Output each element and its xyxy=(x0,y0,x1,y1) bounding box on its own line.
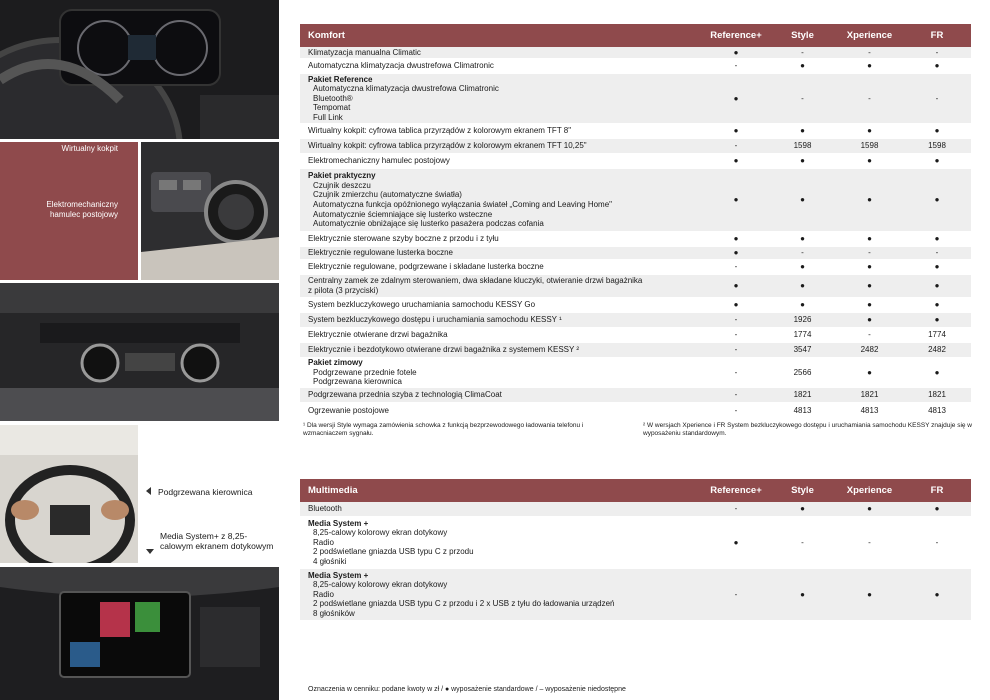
feature-name xyxy=(300,48,703,58)
feature-line: Elektrycznie otwierane drzwi bagażnika xyxy=(308,330,448,340)
feature-line: z pilota (3 przyciski) xyxy=(308,286,379,295)
cell-value: 1598 xyxy=(928,141,946,151)
cell-value: - xyxy=(868,47,871,57)
table-row xyxy=(300,139,971,154)
table-row xyxy=(300,74,971,124)
cell-value: 1821 xyxy=(860,390,879,400)
cell-value: - xyxy=(868,93,871,103)
footnote-2: ² W wersjach Xperience i FR System bezkluczykowego dostępu i uruchamiania samochodu KESSY znajduje się w wyposażeniu standardowym. xyxy=(643,422,973,437)
cell-value: ● xyxy=(733,126,739,136)
cell-value: ● xyxy=(800,126,805,136)
cell-value: - xyxy=(801,47,804,57)
feature-line: Full Link xyxy=(313,112,343,122)
feature-line: Bluetooth® xyxy=(313,93,353,103)
feature-name xyxy=(300,406,703,416)
cell-value: - xyxy=(734,141,738,151)
table-row xyxy=(300,59,971,74)
cell-value: ● xyxy=(867,61,872,71)
feature-line: Podgrzewana przednia szyba z technologią ClimaCoat xyxy=(308,390,502,400)
cell-value: ● xyxy=(934,61,940,71)
caption-virtual-cockpit: Wirtualny kokpit xyxy=(61,144,118,153)
feature-line: Automatyczna klimatyzacja dwustrefowa Climatronic xyxy=(308,61,494,71)
cell-value: - xyxy=(868,537,871,547)
table-row xyxy=(300,154,971,169)
cell-value: - xyxy=(935,47,939,57)
cell-value: ● xyxy=(867,367,872,377)
cell-value: - xyxy=(935,93,939,103)
table-row xyxy=(300,313,971,328)
feature-line: Automatyczna klimatyzacja dwustrefowa Climatronic xyxy=(313,84,499,94)
feature-line: Klimatyzacja manualna Climatic xyxy=(308,47,421,57)
table-row xyxy=(300,502,971,517)
feature-name xyxy=(300,504,703,514)
cell-value: ● xyxy=(800,195,805,205)
feature-name xyxy=(300,262,703,272)
feature-line: Bluetooth xyxy=(308,504,342,514)
cell-value: - xyxy=(801,248,804,258)
feature-line: 8 głośników xyxy=(313,608,355,618)
cell-value: - xyxy=(734,262,738,272)
feature-line: 8,25-calowy kolorowy ekran dotykowy xyxy=(313,580,448,590)
table-row xyxy=(300,358,971,388)
table-row xyxy=(300,343,971,358)
package-name: Media System + xyxy=(308,570,369,580)
caption-heated-wheel: Podgrzewana kierownica xyxy=(158,487,253,497)
feature-line: Tempomat xyxy=(313,103,351,113)
arrow-left-icon xyxy=(146,487,151,495)
feature-line: Elektrycznie sterowane szyby boczne z przodu i z tyłu xyxy=(308,234,499,244)
package-name: Media System + xyxy=(308,518,369,528)
cell-value: ● xyxy=(733,47,739,57)
feature-line: Podgrzewane przednie fotele xyxy=(313,367,417,377)
feature-name xyxy=(300,156,703,166)
cell-value: ● xyxy=(934,234,940,244)
cell-value: - xyxy=(734,405,738,415)
feature-line: Elektromechaniczny hamulec postojowy xyxy=(308,156,450,166)
feature-line: 2 podświetlane gniazda USB typu C z przodu i 2 x USB z tyłu do ładowania urządzeń xyxy=(313,599,615,609)
cell-value: ● xyxy=(934,504,940,514)
feature-line: 8,25-calowy kolorowy ekran dotykowy xyxy=(313,528,448,538)
cell-value: ● xyxy=(733,195,739,205)
cell-value: ● xyxy=(867,504,872,514)
cell-value: 4813 xyxy=(860,405,879,415)
comfort-table xyxy=(300,24,971,419)
table-row xyxy=(300,169,971,232)
table-row xyxy=(300,328,971,343)
cell-value: 4813 xyxy=(793,405,812,415)
feature-line: Automatycznie obniżające się lusterko pasażera podczas cofania xyxy=(313,219,544,229)
feature-line: Czujnik zmierzchu (automatyczne światła) xyxy=(313,190,462,200)
feature-name xyxy=(300,358,703,387)
cell-value: ● xyxy=(733,248,739,258)
feature-name xyxy=(300,300,703,310)
multimedia-title: Multimedia xyxy=(308,485,358,496)
feature-name xyxy=(300,234,703,244)
feature-line: Elektrycznie regulowane lusterka boczne xyxy=(308,248,453,258)
table-row xyxy=(300,517,971,569)
feature-line: Centralny zamek ze zdalnym sterowaniem, dwa składane kluczyki, otwieranie drzwi bagażnika xyxy=(308,276,643,286)
col-xperience: Xperience xyxy=(846,30,893,41)
cell-value: ● xyxy=(867,589,872,599)
feature-name xyxy=(300,315,703,325)
photo-parking-brake xyxy=(141,142,279,280)
cell-value: 1821 xyxy=(793,390,812,400)
feature-line: Podgrzewana kierownica xyxy=(313,377,402,387)
cell-value: - xyxy=(734,367,738,377)
cell-value: - xyxy=(734,330,738,340)
cell-value: ● xyxy=(867,315,872,325)
cell-value: 1774 xyxy=(928,330,946,340)
cell-value: 2482 xyxy=(928,345,946,355)
cell-value: ● xyxy=(934,126,940,136)
cell-value: - xyxy=(734,504,738,514)
cell-value: ● xyxy=(934,300,940,310)
cell-value: ● xyxy=(867,300,872,310)
feature-line: Wirtualny kokpit: cyfrowa tablica przyrządów z kolorowym ekranem TFT 8" xyxy=(308,126,572,136)
feature-name xyxy=(300,126,703,136)
cell-value: 2566 xyxy=(793,367,812,377)
cell-value: ● xyxy=(934,195,940,205)
feature-name xyxy=(300,345,703,355)
cell-value: 1598 xyxy=(793,141,812,151)
table-row xyxy=(300,388,971,403)
cell-value: ● xyxy=(800,504,805,514)
table-row xyxy=(300,298,971,313)
photo-media-system xyxy=(0,567,279,700)
feature-line: Ogrzewanie postojowe xyxy=(308,405,389,415)
feature-line: 4 głośniki xyxy=(313,556,347,566)
feature-line: Elektrycznie i bezdotykowo otwierane drzwi bagażnika z systemem KESSY ² xyxy=(308,345,580,355)
package-name: Pakiet praktyczny xyxy=(308,171,376,181)
feature-line: System bezkluczykowego dostępu i uruchamiania samochodu KESSY ¹ xyxy=(308,315,562,325)
photo-climatronic xyxy=(0,283,279,421)
cell-value: - xyxy=(734,589,738,599)
feature-name xyxy=(300,276,703,295)
feature-name xyxy=(300,330,703,340)
arrow-down-icon xyxy=(146,549,154,554)
table-row xyxy=(300,232,971,247)
photo-virtual-cockpit xyxy=(0,0,279,139)
cell-value: ● xyxy=(733,234,739,244)
feature-name xyxy=(300,390,703,400)
cell-value: ● xyxy=(733,300,739,310)
caption-media-system: Media System+ z 8,25-calowym ekranem dotykowym xyxy=(160,531,274,551)
col-xperience: Xperience xyxy=(846,485,893,496)
feature-name xyxy=(300,171,703,229)
table-row xyxy=(300,275,971,298)
cell-value: ● xyxy=(934,589,940,599)
cell-value: - xyxy=(734,61,738,71)
cell-value: ● xyxy=(800,589,805,599)
cell-value: - xyxy=(734,315,738,325)
col-fr: FR xyxy=(930,485,944,496)
feature-line: 2 podświetlane gniazda USB typu C z przodu xyxy=(313,547,474,557)
cell-value: ● xyxy=(934,367,940,377)
feature-name xyxy=(300,571,703,619)
cell-value: ● xyxy=(800,234,805,244)
table-row xyxy=(300,247,971,260)
feature-line: Wirtualny kokpit: cyfrowa tablica przyrządów z kolorowym ekranem TFT 10,25" xyxy=(308,141,587,151)
feature-line: Czujnik deszczu xyxy=(313,180,371,190)
cell-value: ● xyxy=(867,156,872,166)
feature-line: Radio xyxy=(313,537,334,547)
cell-value: 3547 xyxy=(793,345,812,355)
multimedia-table xyxy=(300,479,971,621)
cell-value: ● xyxy=(867,234,872,244)
cell-value: ● xyxy=(800,281,805,291)
package-name: Pakiet Reference xyxy=(308,74,373,84)
cell-value: - xyxy=(734,390,738,400)
cell-value: 2482 xyxy=(860,345,879,355)
table-row xyxy=(300,47,971,59)
cell-value: ● xyxy=(733,281,739,291)
feature-line: Elektrycznie regulowane, podgrzewane i składane lusterka boczne xyxy=(308,262,544,272)
feature-name xyxy=(300,61,703,71)
col-style: Style xyxy=(791,30,814,41)
table-row xyxy=(300,124,971,139)
cell-value: ● xyxy=(733,156,739,166)
cell-value: - xyxy=(801,537,804,547)
multimedia-table-header xyxy=(300,479,971,502)
table-row xyxy=(300,260,971,275)
cell-value: ● xyxy=(934,315,940,325)
cell-value: ● xyxy=(867,281,872,291)
cell-value: - xyxy=(868,248,871,258)
cell-value: ● xyxy=(800,300,805,310)
cell-value: 1598 xyxy=(860,141,879,151)
col-fr: FR xyxy=(930,30,944,41)
cell-value: - xyxy=(801,93,804,103)
legend: Oznaczenia w cenniku: podane kwoty w zł / ● wyposażenie standardowe / – wyposażenie niedostępne xyxy=(308,686,626,693)
feature-name xyxy=(300,519,703,567)
cell-value: ● xyxy=(934,156,940,166)
feature-name xyxy=(300,248,703,258)
cell-value: - xyxy=(868,330,871,340)
photo-steering-wheel xyxy=(0,425,138,563)
comfort-title: Komfort xyxy=(308,30,345,41)
footnote-1: ¹ Dla wersji Style wymaga zamówienia schowka z funkcją bezprzewodowego ładowania telefonu i wzmacniaczem sygnału. xyxy=(303,422,584,437)
col-reference: Reference+ xyxy=(710,485,762,496)
cell-value: 1774 xyxy=(793,330,812,340)
cell-value: ● xyxy=(867,126,872,136)
cell-value: ● xyxy=(800,262,805,272)
feature-name xyxy=(300,75,703,123)
feature-line: System bezkluczykowego uruchamiania samochodu KESSY Go xyxy=(308,300,536,310)
cell-value: ● xyxy=(867,262,872,272)
cell-value: ● xyxy=(934,281,940,291)
cell-value: ● xyxy=(867,195,872,205)
feature-line: Automatyczna funkcja opóźnionego wyłączania świateł „Coming and Leaving Home" xyxy=(313,200,613,209)
cell-value: ● xyxy=(733,93,739,103)
caption-panel xyxy=(0,142,138,280)
comfort-table-header xyxy=(300,24,971,47)
cell-value: - xyxy=(935,248,939,258)
caption-parking-brake: Elektromechaniczny hamulec postojowy xyxy=(46,200,118,219)
feature-line: Radio xyxy=(313,589,334,599)
cell-value: ● xyxy=(934,262,940,272)
cell-value: - xyxy=(734,345,738,355)
cell-value: 4813 xyxy=(928,405,946,415)
cell-value: ● xyxy=(733,537,739,547)
table-row xyxy=(300,569,971,621)
col-style: Style xyxy=(791,485,814,496)
feature-line: Automatycznie ściemniające się lusterko wsteczne xyxy=(313,209,493,219)
table-row xyxy=(300,403,971,419)
col-reference: Reference+ xyxy=(710,30,762,41)
cell-value: 1821 xyxy=(928,390,946,400)
cell-value: 1926 xyxy=(793,315,812,325)
feature-name xyxy=(300,141,703,151)
cell-value: ● xyxy=(800,61,805,71)
package-name: Pakiet zimowy xyxy=(308,358,363,368)
cell-value: ● xyxy=(800,156,805,166)
cell-value: - xyxy=(935,537,939,547)
